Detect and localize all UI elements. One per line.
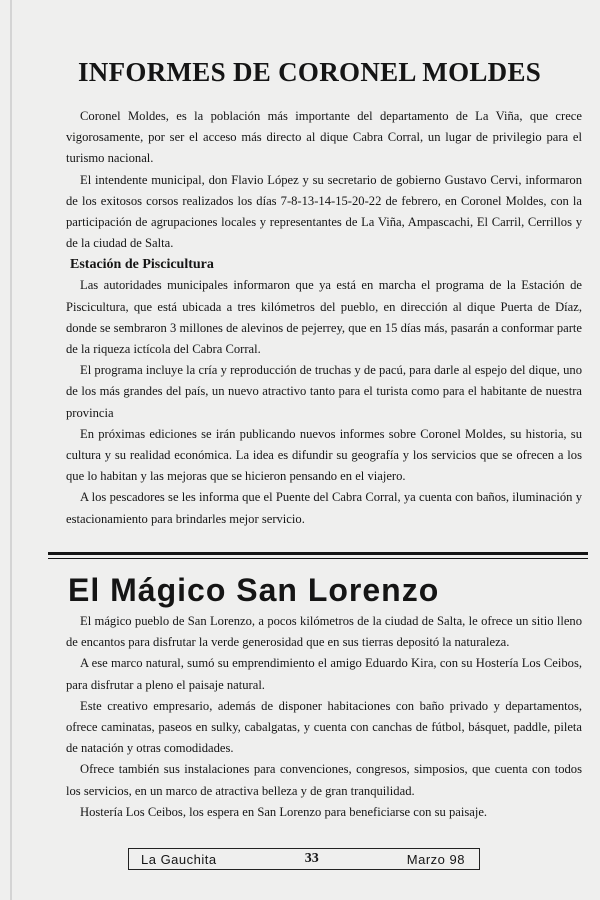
paragraph: En próximas ediciones se irán publicando nuevos informes sobre Coronel Moldes, su historia, su cultura y su realidad económica. La idea es difundir su geografía y los servicios que se ofrecen a los que lo habitan y las mejoras que se hicieron pensando en el viajero.	[66, 426, 582, 484]
paragraph: Este creativo empresario, además de disponer habitaciones con baño privado y departamentos, ofrece caminatas, paseos en sulky, cabalgatas, y cuenta con canchas de fútbol, básquet, paddle, pileta de natación y otras comodidades.	[66, 698, 582, 756]
paragraph: Las autoridades municipales informaron que ya está en marcha el programa de la Estación de Piscicultura, que está ubicada a tres kilómetros del pueblo, en dirección al dique Puerta de Díaz, donde se sembraron 3 millones de alevinos de pejerrey, que en 15 días más, pasarán a conformar parte de la riqueza ictícola del Cabra Corral.	[66, 278, 582, 357]
paragraph: Ofrece también sus instalaciones para convenciones, congresos, simposios, que cuenta con todos los servicios, en un marco de atractiva belleza y de gran tranquilidad.	[66, 762, 582, 798]
section-subheading: Estación de Piscicultura	[70, 257, 214, 273]
section-divider	[48, 552, 588, 559]
divider-thick-rule	[48, 552, 588, 555]
issue-date: Marzo 98	[406, 851, 465, 867]
article-body	[66, 106, 582, 530]
divider-thin-rule	[48, 558, 588, 559]
article-title-secondary: El Mágico San Lorenzo	[68, 572, 440, 608]
paragraph: El mágico pueblo de San Lorenzo, a pocos kilómetros de la ciudad de Salta, le ofrece un sitio lleno de encantos para disfrutar la verde generosidad que en sus tierras depositó la naturaleza.	[66, 614, 582, 650]
paragraph: El programa incluye la cría y reproducción de truchas y de pacú, para darle al espejo del dique, uno de los más grandes del país, un nuevo atractivo tanto para el turista como para el habitante de nuestra provincia	[66, 363, 582, 420]
page-number: 33	[304, 851, 319, 866]
paragraph: El intendente municipal, don Flavio López y su secretario de gobierno Gustavo Cervi, informaron de los exitosos corsos realizados los días 7-8-13-14-15-20-22 de febrero, en Coronel Moldes, con la participación de agrupaciones locales y representantes de La Viña, Ampascachi, El Carril, Cerrillos y de la ciudad de Salta.	[66, 172, 582, 251]
paragraph: A los pescadores se les informa que el Puente del Cabra Corral, ya cuenta con baños, iluminación y estacionamiento para brindarles mejor servicio.	[66, 490, 582, 526]
publication-name: La Gauchita	[141, 851, 217, 867]
article-title: INFORMES DE CORONEL MOLDES	[78, 57, 542, 87]
page-edge	[10, 0, 12, 900]
paragraph: A ese marco natural, sumó su emprendimiento el amigo Eduardo Kira, con su Hostería Los Ceibos, para disfrutar a pleno el paisaje natural.	[66, 656, 582, 692]
page-footer	[128, 848, 480, 870]
article-body-secondary	[66, 611, 582, 823]
paragraph: Coronel Moldes, es la población más importante del departamento de La Viña, que crece vigorosamente, por ser el acceso más directo al dique Cabra Corral, un lugar de privilegio para el turismo nacional.	[66, 109, 582, 166]
paragraph: Hostería Los Ceibos, los espera en San Lorenzo para beneficiarse con su paisaje.	[80, 804, 488, 819]
